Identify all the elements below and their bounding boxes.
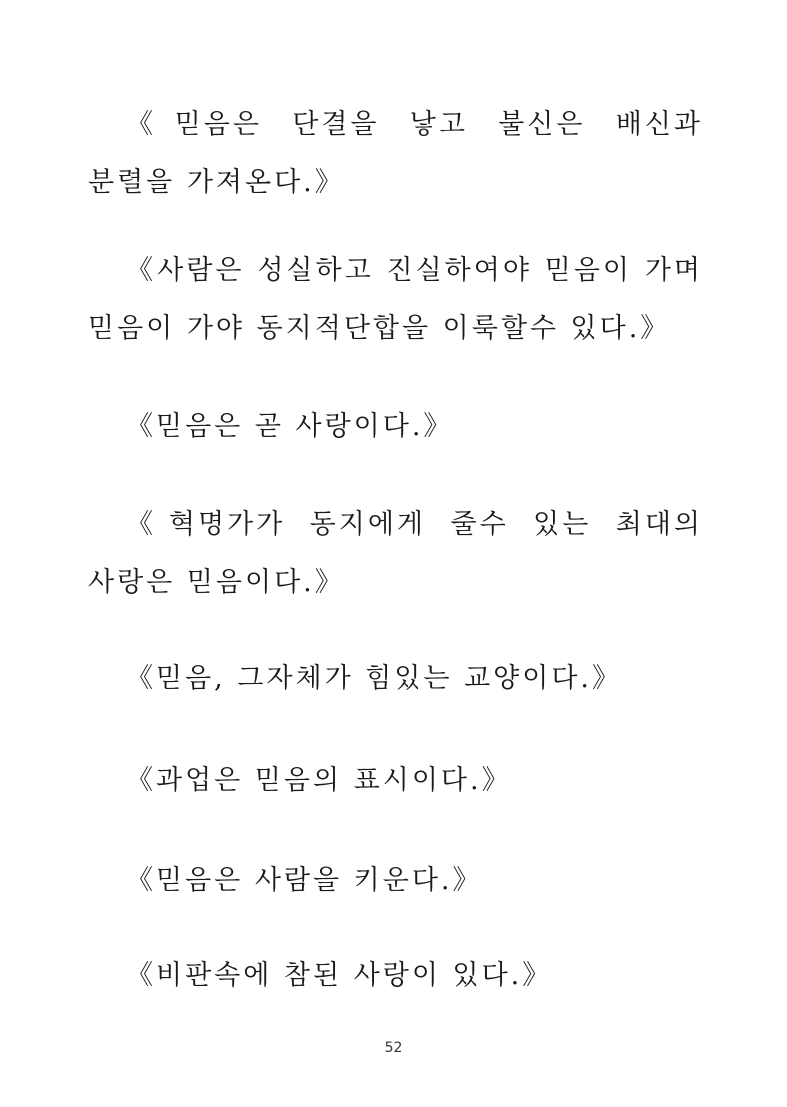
quote-paragraph-7: 《믿음은 사람을 키운다.》 xyxy=(126,865,483,896)
quote-paragraph-1: 《믿음은 단결을 낳고 불신은 배신과 분렬을 가져온다.》 xyxy=(88,109,703,198)
quote-paragraph-4: 《혁명가가 동지에게 줄수 있는 최대의 사랑은 믿음이다.》 xyxy=(88,509,703,598)
quote-paragraph-8: 《비판속에 참된 사랑이 있다.》 xyxy=(126,960,553,991)
quote-paragraph-5: 《믿음, 그자체가 힘있는 교양이다.》 xyxy=(126,663,622,694)
quote-paragraph-6: 《과업은 믿음의 표시이다.》 xyxy=(126,765,512,796)
quote-paragraph-3: 《믿음은 곧 사랑이다.》 xyxy=(126,411,454,442)
page-number: 52 xyxy=(384,1040,403,1056)
quote-paragraph-2: 《사람은 성실하고 진실하여야 믿음이 가며 믿음이 가야 동지적단합을 이룩할수 있다.》 xyxy=(88,255,703,344)
